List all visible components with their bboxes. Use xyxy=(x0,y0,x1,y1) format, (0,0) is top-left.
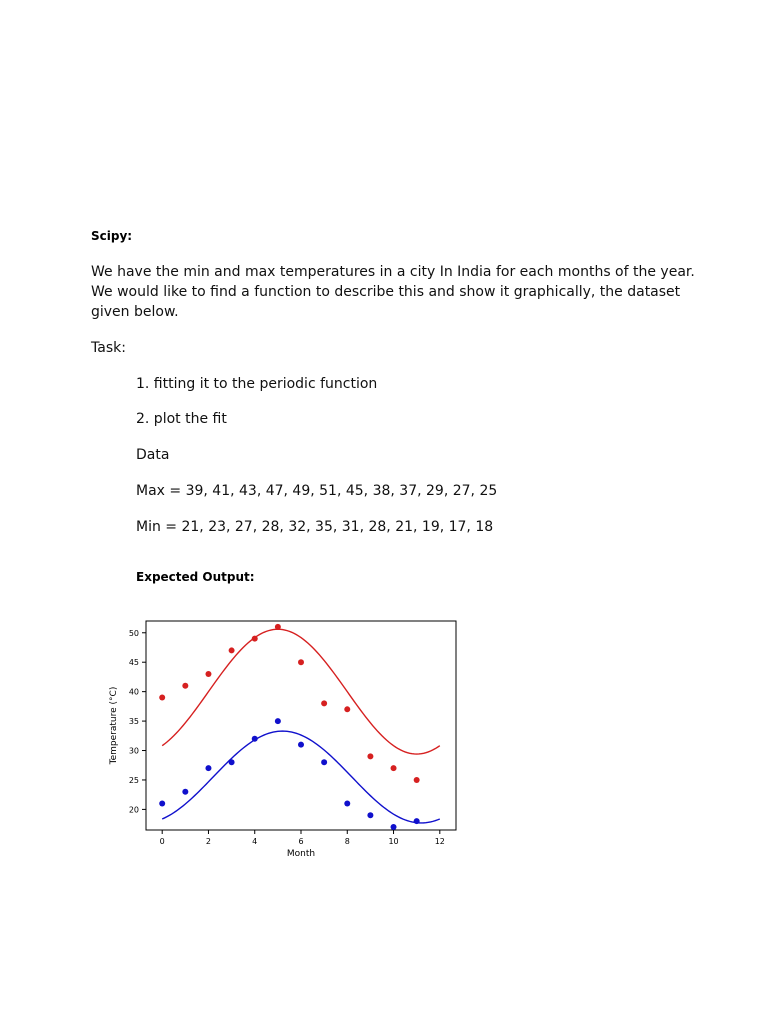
point-max xyxy=(367,753,373,759)
x-axis-label: Month xyxy=(286,849,316,859)
point-max xyxy=(229,647,235,653)
temperature-chart xyxy=(100,614,462,864)
y-tick-label: 35 xyxy=(128,717,139,727)
point-max xyxy=(252,636,258,642)
point-min xyxy=(344,801,350,807)
point-min xyxy=(159,801,165,807)
x-tick-label: 6 xyxy=(298,837,304,846)
point-max xyxy=(159,695,165,701)
point-min xyxy=(414,818,420,824)
data-label: Data xyxy=(136,447,170,463)
max-data-line: Max = 39, 41, 43, 47, 49, 51, 45, 38, 37, 29, 27, 25 xyxy=(136,483,498,499)
intro-line-3: given below. xyxy=(91,304,179,320)
point-min xyxy=(367,812,373,818)
x-tick-label: 10 xyxy=(388,837,399,846)
point-min xyxy=(229,759,235,765)
x-tick-label: 0 xyxy=(159,837,165,846)
y-tick-label: 20 xyxy=(128,805,139,815)
y-tick-label: 45 xyxy=(128,658,139,668)
y-axis-label: Temperature (°C) xyxy=(109,686,119,765)
point-max xyxy=(414,777,420,783)
task-item-2: 2. plot the fit xyxy=(136,411,227,427)
point-max xyxy=(275,624,281,630)
point-max xyxy=(298,659,304,665)
expected-output-label: Expected Output: xyxy=(136,570,255,584)
point-max xyxy=(205,671,211,677)
y-tick-label: 50 xyxy=(128,628,139,638)
point-min xyxy=(205,765,211,771)
plot-area xyxy=(146,621,456,830)
min-data-line: Min = 21, 23, 27, 28, 32, 35, 31, 28, 21, 19, 17, 18 xyxy=(136,519,494,535)
point-max xyxy=(321,700,327,706)
x-tick-label: 8 xyxy=(344,837,350,846)
x-tick-label: 12 xyxy=(434,837,445,846)
point-max xyxy=(344,706,350,712)
intro-line-2: We would like to find a function to describe this and show it graphically, the dataset xyxy=(91,284,681,300)
x-tick-label: 4 xyxy=(252,837,258,846)
point-min xyxy=(275,718,281,724)
task-item-1: 1. fitting it to the periodic function xyxy=(136,376,378,392)
point-min xyxy=(391,824,397,830)
y-tick-label: 30 xyxy=(128,746,139,756)
point-max xyxy=(391,765,397,771)
y-tick-label: 25 xyxy=(128,775,139,785)
section-heading: Scipy: xyxy=(91,229,133,243)
point-min xyxy=(321,759,327,765)
point-min xyxy=(298,742,304,748)
intro-line-1: We have the min and max temperatures in a city In India for each months of the year. xyxy=(91,264,695,280)
task-label: Task: xyxy=(91,340,126,356)
x-tick-label: 2 xyxy=(205,837,212,846)
y-tick-label: 40 xyxy=(128,687,139,697)
point-min xyxy=(182,789,188,795)
point-min xyxy=(252,736,258,742)
point-max xyxy=(182,683,188,689)
